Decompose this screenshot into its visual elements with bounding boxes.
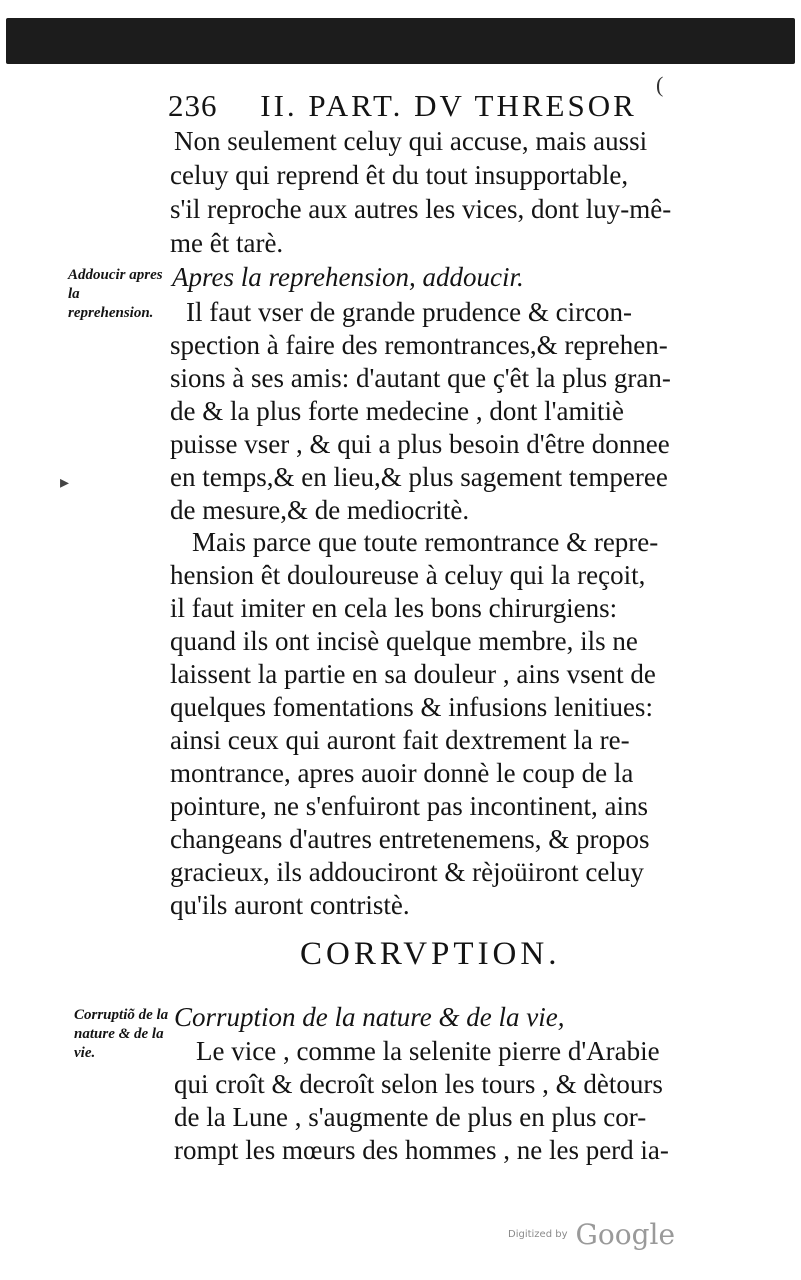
section-heading: Apres la reprehension, addoucir. <box>172 262 524 292</box>
text-line: de la Lune , s'augmente de plus en plus cor- <box>174 1102 647 1132</box>
text-line: montrance, apres auoir donnè le coup de la <box>170 758 634 788</box>
text-line: de & la plus forte medecine , dont l'amitiè <box>170 396 624 426</box>
text-line: ainsi ceux qui auront fait dextrement la re- <box>170 725 630 755</box>
text-line: laissent la partie en sa douleur , ains vsent de <box>170 659 656 689</box>
running-head <box>168 88 688 124</box>
text-line: qu'ils auront contristè. <box>170 890 410 920</box>
margin-note: Corruptiõ de la nature & de la vie. <box>74 1007 169 1061</box>
text-line: Il faut vser de grande prudence & circon- <box>186 297 633 327</box>
text-line: qui croît & decroît selon les tours , & dètours <box>174 1069 663 1099</box>
text-line: de mesure,& de mediocritè. <box>170 495 470 525</box>
text-line: me êt tarè. <box>170 228 284 258</box>
section-heading: Corruption de la nature & de la vie, <box>174 1002 565 1032</box>
stray-mark: ▸ <box>60 472 70 492</box>
text-line: Mais parce que toute remontrance & repre- <box>192 527 659 557</box>
text-line: pointure, ne s'enfuiront pas incontinent, ains <box>170 791 649 821</box>
text-line: Le vice , comme la selenite pierre d'Arabie <box>196 1036 660 1066</box>
margin-note: Addoucir apres la reprehension. <box>68 267 163 321</box>
text-line: rompt les mœurs des hommes , ne les perd ia- <box>174 1135 669 1165</box>
text-line: Non seulement celuy qui accuse, mais aussi <box>174 126 648 156</box>
google-logo: Google <box>575 1218 676 1251</box>
text-line: changeans d'autres entretenemens, & propos <box>170 824 650 854</box>
digitized-watermark <box>508 1218 675 1251</box>
corner-mark: ( <box>656 72 664 97</box>
page-number: 236 <box>168 88 218 123</box>
running-title: II. PART. DV THRESOR <box>260 88 637 123</box>
watermark-prefix: Digitized by <box>508 1229 568 1240</box>
top-black-band <box>6 18 795 64</box>
text-line: quelques fomentations & infusions lenitiues: <box>170 692 653 722</box>
text-line: sions à ses amis: d'autant que ç'êt la plus gran- <box>170 363 671 393</box>
section-title: CORRVPTION. <box>300 936 561 972</box>
text-line: celuy qui reprend êt du tout insupportable, <box>170 160 629 190</box>
text-line: hension êt douloureuse à celuy qui la reçoit, <box>170 560 646 590</box>
text-line: il faut imiter en cela les bons chirurgiens: <box>170 593 618 623</box>
text-line: gracieux, ils addouciront & rèjoüiront celuy <box>170 857 644 887</box>
text-line: s'il reproche aux autres les vices, dont luy-mê- <box>170 194 672 224</box>
text-line: en temps,& en lieu,& plus sagement temperee <box>170 462 668 492</box>
text-line: spection à faire des remontrances,& reprehen- <box>170 330 668 360</box>
text-line: quand ils ont incisè quelque membre, ils ne <box>170 626 638 656</box>
text-line: puisse vser , & qui a plus besoin d'être donnee <box>170 429 670 459</box>
